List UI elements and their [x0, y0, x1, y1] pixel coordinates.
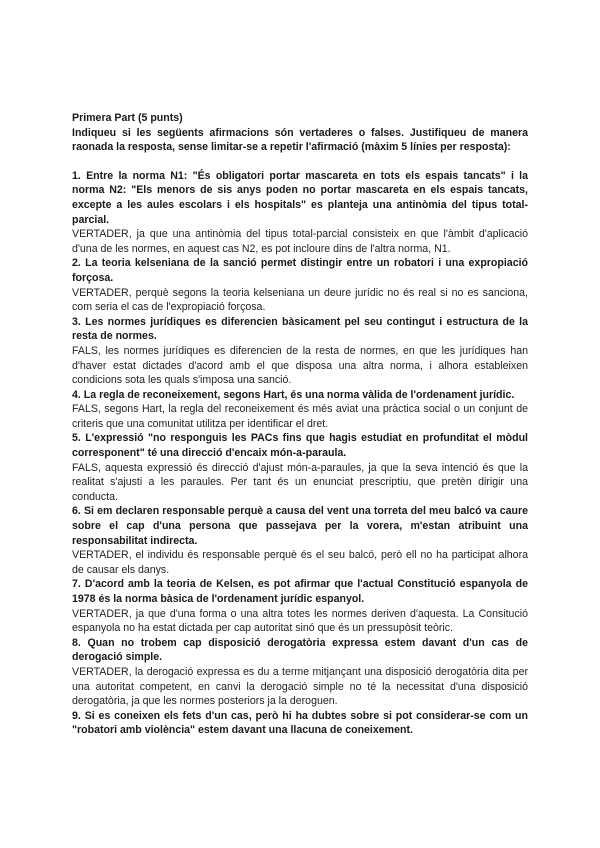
question-8: 8. Quan no trobem cap disposició derogatòria expressa estem davant d'un cas de derogació simple.: [72, 636, 528, 664]
question-6: 6. Si em declaren responsable perquè a causa del vent una torreta del meu balcó va caure sobre el cap d'una persona que passejava per la vorera, m'estan atribuint una responsabilitat indirecta.: [72, 505, 528, 547]
answer-5: FALS, aquesta expressió és direcció d'ajust món-a-paraules, ja que la seva intenció és que la realitat s'ajusti a les paraules. Per tant és un enunciat prescriptiu, que pretèn dirigir una conducta.: [72, 461, 528, 503]
instructions: Indiqueu si les següents afirmacions són vertaderes o falses. Justifiqueu de manera raonada la resposta, sense limitar-se a repetir l'afirmació (màxim 5 línies per resposta):: [72, 126, 528, 154]
answer-8: VERTADER, la derogació expressa es du a terme mitjançant una disposició derogatòria dita per una autoritat competent, en canvi la derogació simple no té la necessitat d'una disposició derogatòria, ja que les normes posteriors ja la deroguen.: [72, 665, 528, 708]
section-title: Primera Part (5 punts): [72, 112, 183, 124]
question-2: 2. La teoria kelseniana de la sanció permet distingir entre un robatori i una expropiació forçosa.: [72, 257, 528, 284]
answer-4: FALS, segons Hart, la regla del reconeixement és més aviat una pràctica social o un conjunt de criteris que una comunitat utilitza per identificar el dret.: [72, 403, 528, 430]
answer-7: VERTADER, ja que d'una forma o una altra totes les normes deriven d'aquesta. La Consitució espanyola no ha estat dictada per cap autoritat sinó que és un pressupòsit teòric.: [72, 607, 528, 635]
question-9: 9. Si es coneixen els fets d'un cas, però hi ha dubtes sobre si pot considerar-se com un "robatori amb violència" estem davant una llacuna de coneixement.: [72, 709, 528, 737]
answer-1: VERTADER, ja que una antinòmia del tipus total-parcial consisteix en que l'àmbit d'aplicació d'una de les normes, en aquest cas N2, es pot incloure dins de l'altra norma, N1.: [72, 228, 528, 255]
answer-2: VERTADER, perquè segons la teoria kelseniana un deure jurídic no és real si no es sanciona, com seria el cas de l'expropiació forçosa.: [72, 286, 528, 314]
question-5: 5. L'expressió "no responguis les PACs fins que hagis estudiat en profunditat el mòdul corresponent" té una direcció d'encaix món-a-paraula.: [72, 432, 528, 460]
question-4: 4. La regla de reconeixement, segons Hart, és una norma vàlida de l'ordenament jurídic.: [72, 388, 515, 401]
question-7: 7. D'acord amb la teoria de Kelsen, es pot afirmar que l'actual Constitució espanyola de 1978 és la norma bàsica de l'ordenament jurídic espanyol.: [72, 578, 528, 605]
spacer: [72, 155, 528, 169]
question-1: 1. Entre la norma N1: "És obligatori portar mascareta en tots els espais tancats" i la norma N2: "Els menors de sis anys poden no portar mascareta en els espais tancats, excepte a les aules escolars i els hospitals" es planteja una antinòmia del tipus total-parcial.: [72, 169, 528, 226]
question-3: 3. Les normes jurídiques es diferencien bàsicament pel seu contingut i estructura de la resta de normes.: [72, 315, 528, 343]
answer-3: FALS, les normes jurídiques es diferencien de la resta de normes, en que les jurídiques han d'haver estat dictades d'acord amb el que disposa una altra norma, i alhora estableixen condicions sota les quals s'imposa una sanció.: [72, 344, 528, 387]
answer-6: VERTADER, el individu és responsable perquè és el seu balcó, però ell no ha participat alhora de causar els danys.: [72, 549, 528, 576]
document-page: [72, 111, 528, 738]
